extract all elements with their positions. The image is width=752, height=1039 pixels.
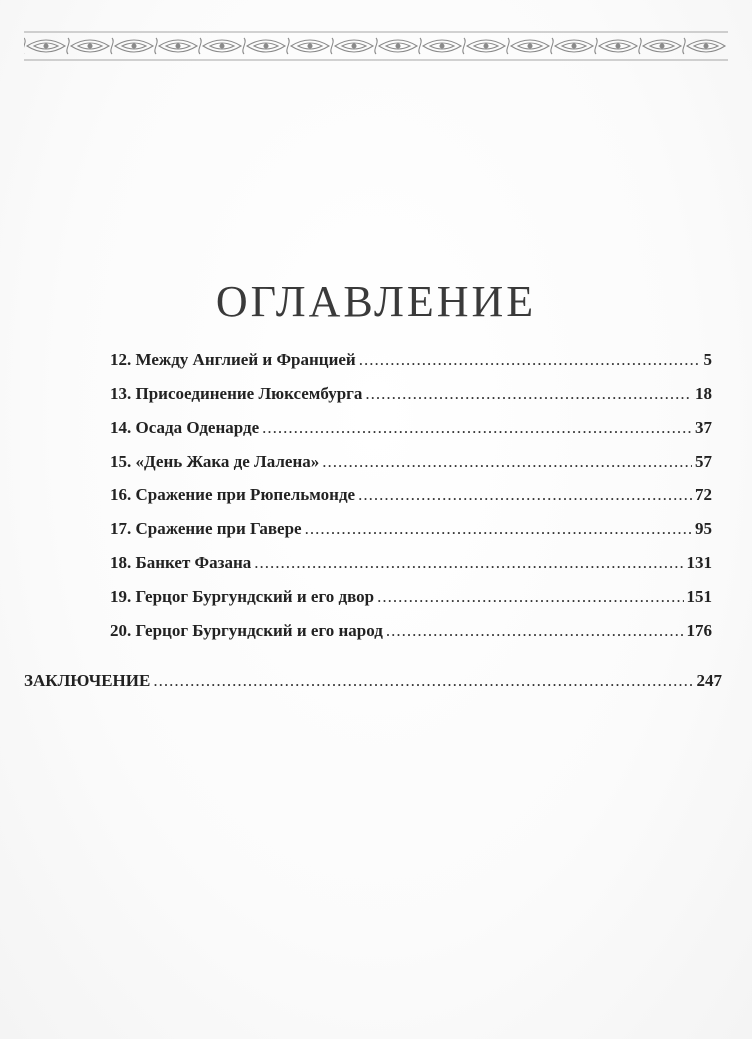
toc-entry-13[interactable] [110,384,712,404]
toc-entry-label: 16. Сражение при Рюпельмонде [110,485,356,504]
decorative-border-ornament [24,30,728,62]
toc-leader-dots [322,452,692,472]
toc-entry-conclusion[interactable] [24,671,722,691]
toc-page-number: 176 [686,621,712,640]
toc-entry-label: ЗАКЛЮЧЕНИЕ [24,671,151,690]
toc-page-number: 151 [686,587,712,606]
toc-page-number: 37 [695,418,712,437]
toc-page-number: 247 [696,671,722,690]
toc-page-number: 18 [695,384,712,403]
toc-leader-dots [359,350,701,370]
toc-page-number: 131 [686,553,712,572]
toc-entry-label: 18. Банкет Фазана [110,553,252,572]
toc-entry-label: 14. Осада Оденарде [110,418,260,437]
toc-page-number: 5 [703,350,712,369]
toc-leader-dots [305,519,692,539]
toc-entry-12[interactable] [110,350,712,370]
toc-entry-15[interactable] [110,452,712,472]
toc-entry-label: 20. Герцог Бургундский и его народ [110,621,383,640]
toc-entry-label: 12. Между Англией и Францией [110,350,356,369]
toc-entry-label: 15. «День Жака де Лалена» [110,452,320,471]
toc-leader-dots [262,418,692,438]
toc-page-number: 72 [695,485,712,504]
toc-leader-dots [358,485,692,505]
toc-entry-14[interactable] [110,418,712,438]
toc-leader-dots [386,621,684,641]
toc-entry-label: 19. Герцог Бургундский и его двор [110,587,375,606]
toc-entry-label: 13. Присоединение Люксембурга [110,384,363,403]
toc-page-number: 95 [695,519,712,538]
toc-leader-dots [365,384,692,404]
toc-leader-dots [377,587,683,607]
toc-page-number: 57 [695,452,712,471]
toc-entry-label: 17. Сражение при Гавере [110,519,302,538]
page-title: ОГЛАВЛЕНИЕ [215,277,537,326]
toc-leader-dots [153,671,693,691]
toc-entry-18[interactable] [110,553,712,573]
toc-leader-dots [254,553,683,573]
toc-entry-16[interactable] [110,485,712,505]
toc-entry-20[interactable] [110,621,712,641]
toc-entry-19[interactable] [110,587,712,607]
toc-entry-17[interactable] [110,519,712,539]
